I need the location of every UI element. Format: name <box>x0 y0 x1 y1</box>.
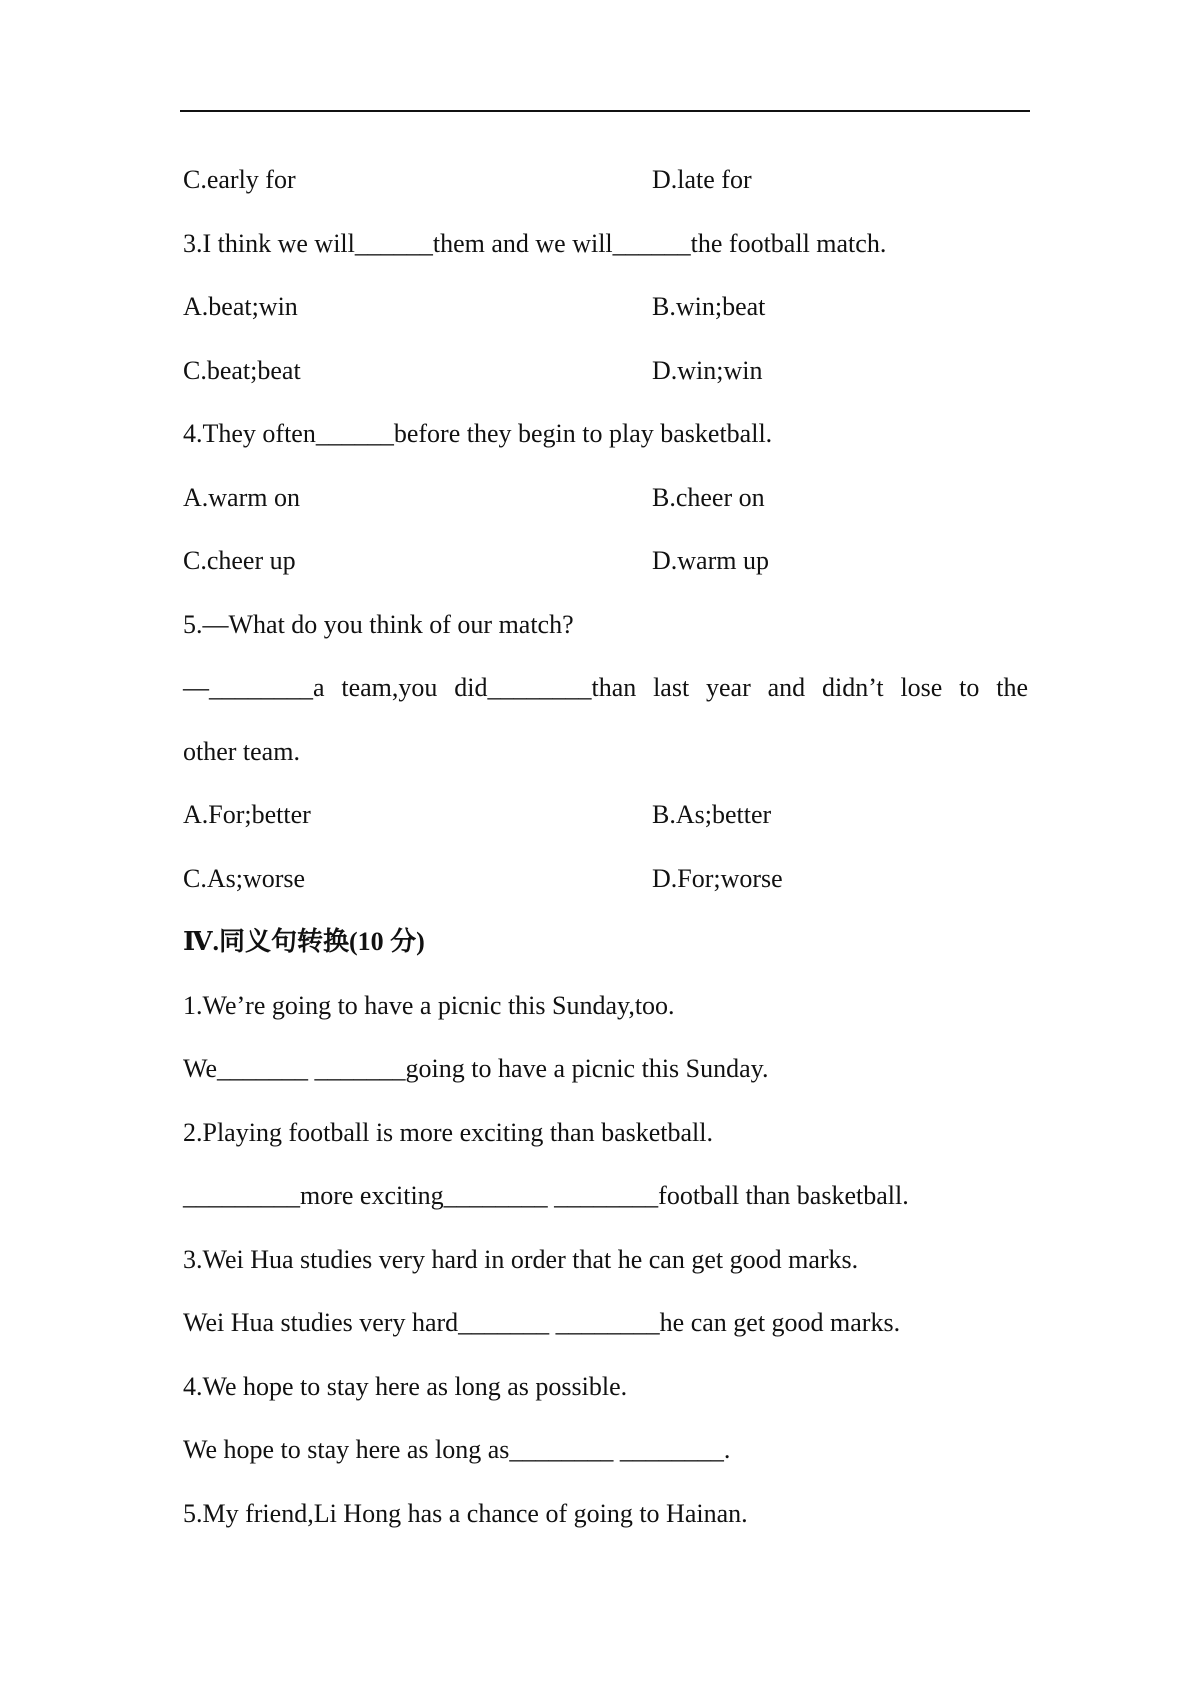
option-c: C.cheer up <box>183 546 296 575</box>
transform-3-original: 3.Wei Hua studies very hard in order that he can get good marks. <box>183 1244 859 1274</box>
options-row <box>183 339 1028 403</box>
transform-5-original: 5.My friend,Li Hong has a chance of going to Hainan. <box>183 1498 748 1528</box>
transform-1-blank: We_______ _______going to have a picnic this Sunday. <box>183 1054 769 1083</box>
option-d: D.late for <box>652 165 752 194</box>
option-d: D.For;worse <box>652 863 783 893</box>
transform-2-original: 2.Playing football is more exciting than basketball. <box>183 1117 714 1147</box>
option-d: D.win;win <box>652 355 763 385</box>
header-rule <box>180 110 1030 112</box>
transform-4-blank: We hope to stay here as long as________ ________. <box>183 1435 731 1464</box>
option-d: D.warm up <box>652 546 769 575</box>
options-row <box>183 466 1028 530</box>
options-row <box>183 783 1028 847</box>
question-5-answer-continuation: other team. <box>183 736 300 766</box>
document-body <box>183 148 1028 1545</box>
option-a: A.beat;win <box>183 292 298 321</box>
transform-3-blank: Wei Hua studies very hard_______ ________he can get good marks. <box>183 1308 901 1337</box>
option-a: A.For;better <box>183 800 311 829</box>
options-row <box>183 148 1028 212</box>
option-c: C.early for <box>183 165 296 194</box>
options-row <box>183 275 1028 339</box>
question-3: 3.I think we will______them and we will______the football match. <box>183 228 887 258</box>
transform-2-blank: _________more exciting________ ________football than basketball. <box>183 1181 909 1210</box>
option-a: A.warm on <box>183 482 300 512</box>
question-5-answer-line: —________a team,you did________than last year and didn’t lose to the <box>183 673 1028 702</box>
option-b: B.win;beat <box>652 292 766 321</box>
option-b: B.As;better <box>652 800 772 829</box>
section-heading: Ⅳ.同义句转换(10 分) <box>183 927 425 956</box>
options-row <box>183 529 1028 593</box>
options-row <box>183 847 1028 911</box>
transform-1-original: 1.We’re going to have a picnic this Sunday,too. <box>183 990 675 1020</box>
option-c: C.As;worse <box>183 863 306 893</box>
option-b: B.cheer on <box>652 482 765 512</box>
option-c: C.beat;beat <box>183 355 301 385</box>
question-5: 5.—What do you think of our match? <box>183 609 574 639</box>
question-4: 4.They often______before they begin to play basketball. <box>183 419 773 448</box>
transform-4-original: 4.We hope to stay here as long as possible. <box>183 1371 628 1401</box>
